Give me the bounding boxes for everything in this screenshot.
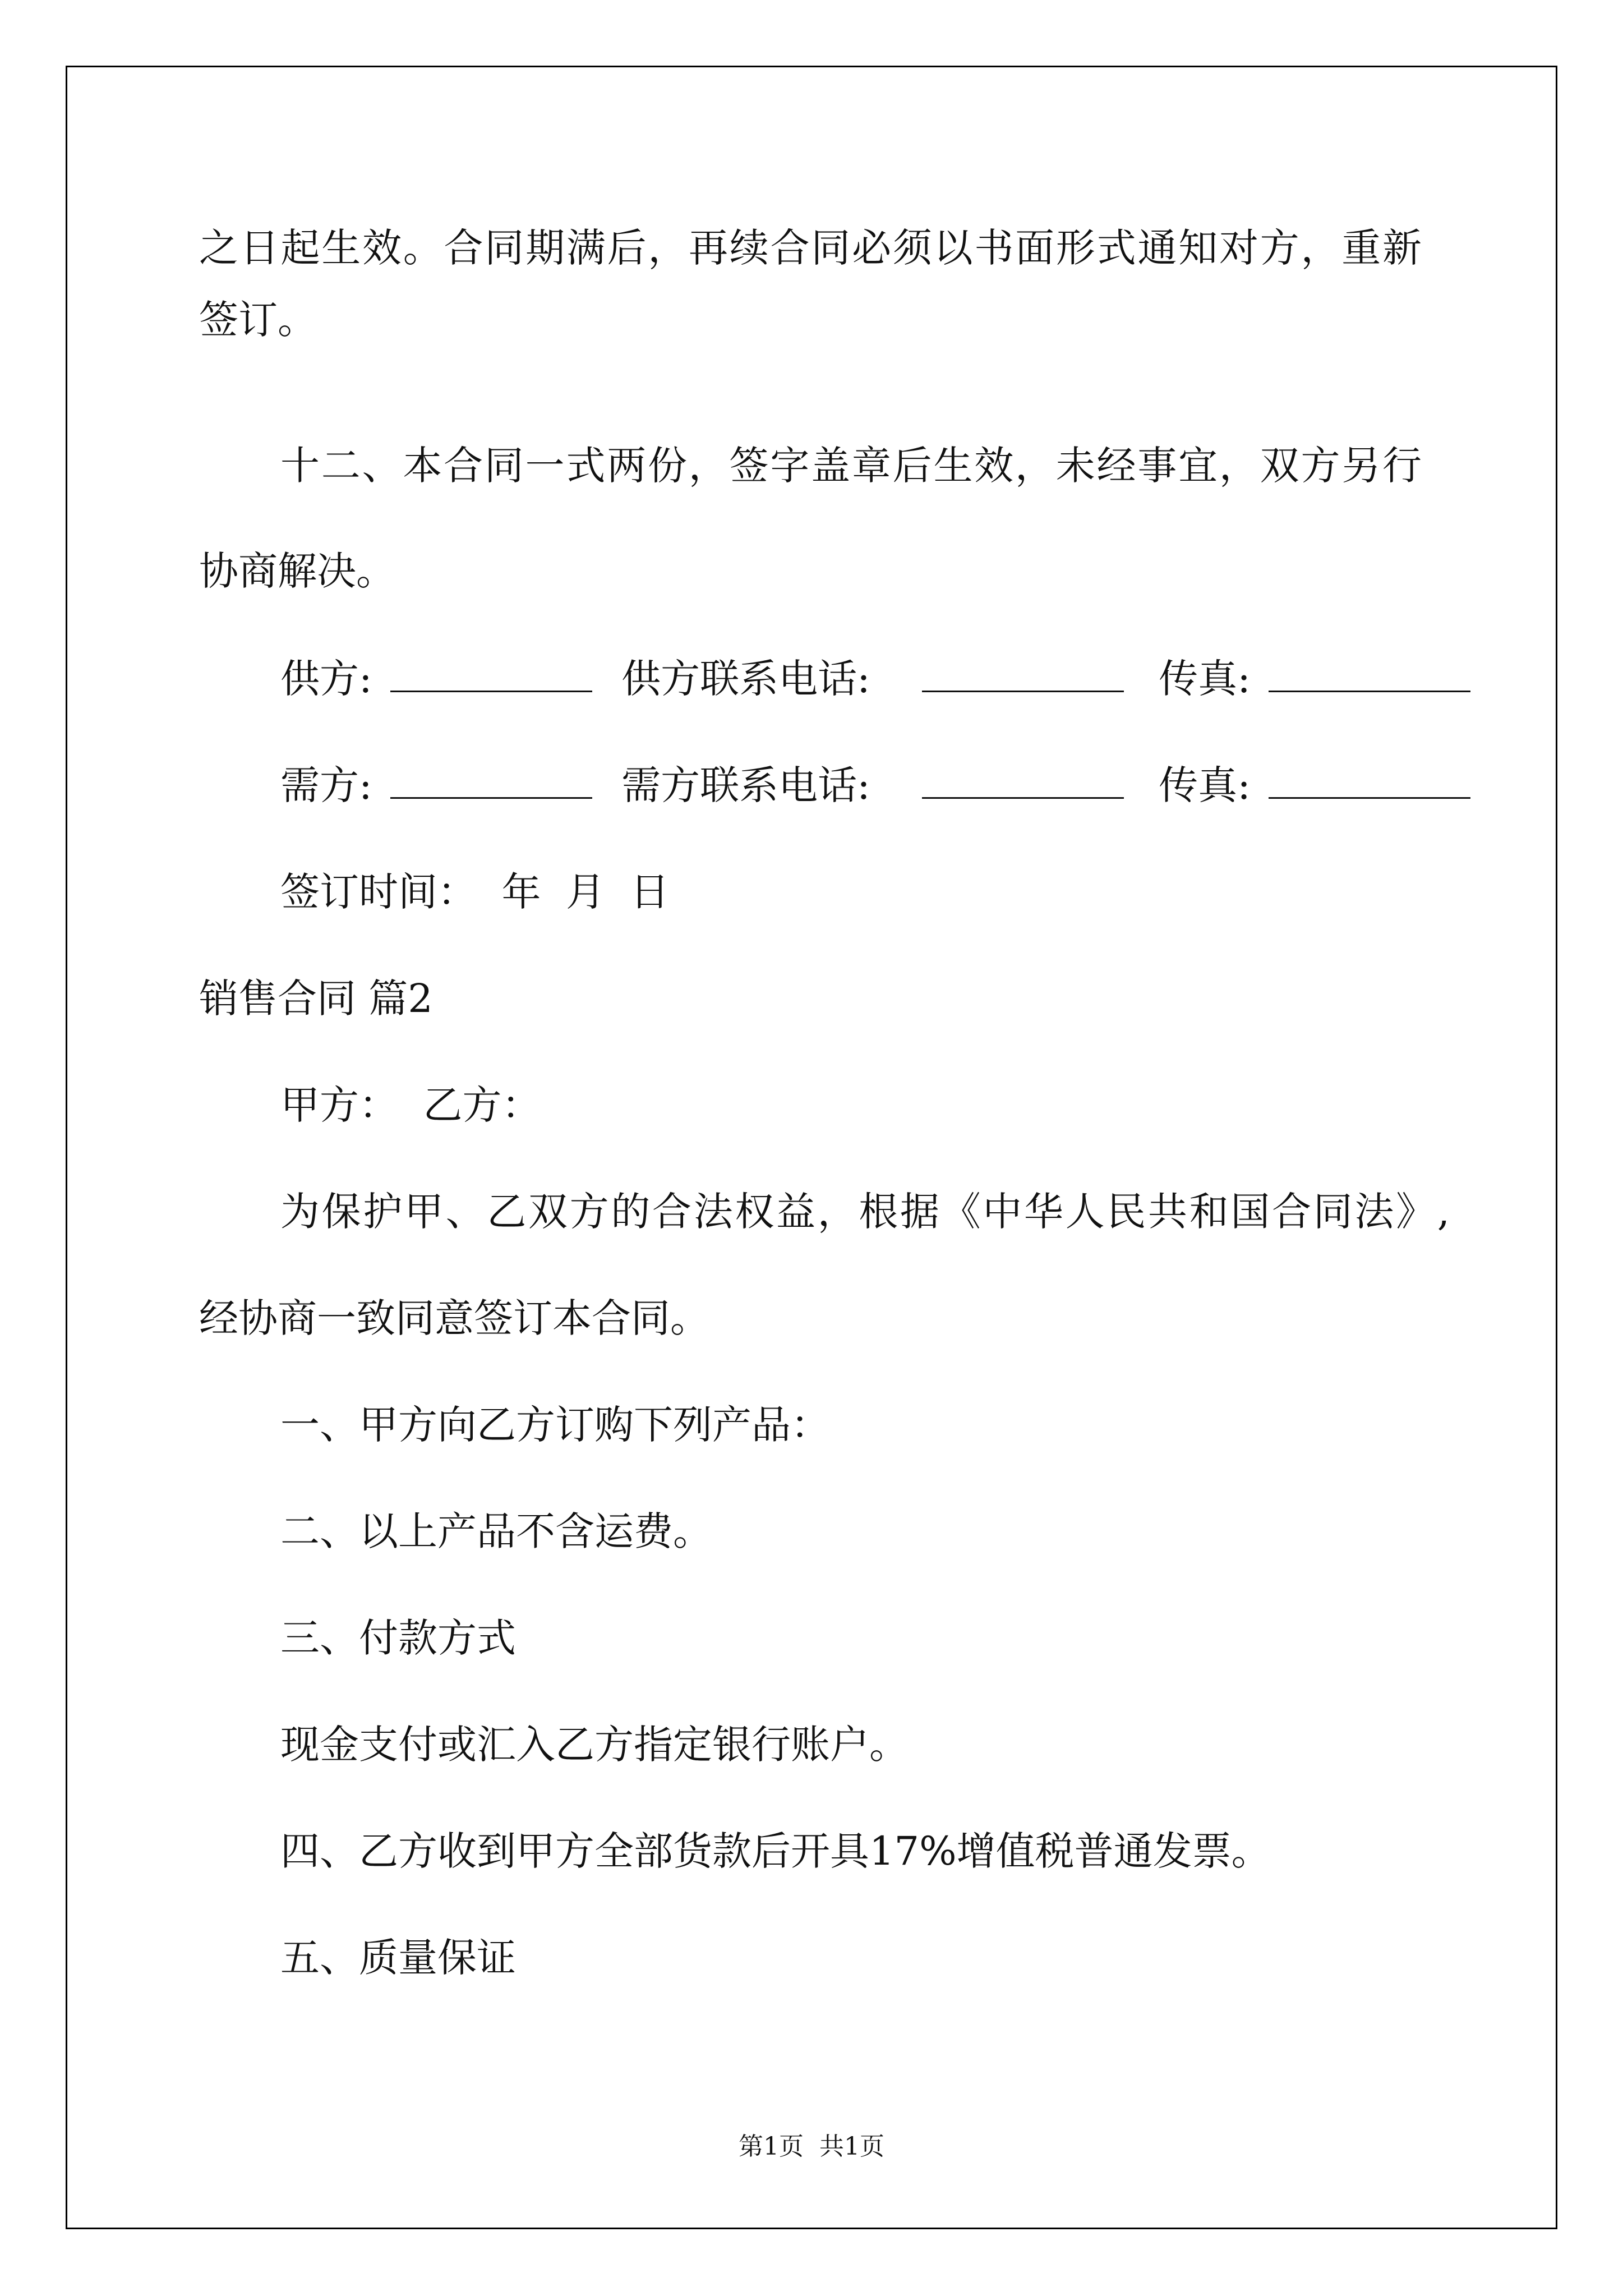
buyer-blank[interactable] (390, 762, 592, 799)
sign-date-line: 签订时间： 年 月 日 (280, 869, 670, 915)
clause-5-heading: 五、质量保证 (280, 1935, 516, 1981)
buyer-phone-label: 需方联系电话: (621, 762, 870, 808)
buyer-row (280, 760, 1470, 811)
paragraph-line: 签订。 (199, 297, 317, 343)
page-border (66, 66, 1557, 2229)
buyer-phone-blank[interactable] (922, 762, 1124, 799)
buyer-fax-label: 传真: (1159, 762, 1251, 808)
parties-line: 甲方： 乙方： (280, 1082, 541, 1128)
supplier-blank[interactable] (390, 656, 592, 692)
supplier-phone-blank[interactable] (922, 656, 1124, 692)
supplier-fax-blank[interactable] (1269, 656, 1470, 692)
supplier-label: 供方: (280, 656, 372, 702)
supplier-fax-label: 传真: (1159, 656, 1251, 702)
buyer-fax-blank[interactable] (1269, 762, 1470, 799)
clause-3-heading: 三、付款方式 (280, 1615, 516, 1661)
clause-4-line: 四、乙方收到甲方全部货款后开具17%增值税普通发票。 (280, 1828, 1271, 1874)
clause-2-line: 二、以上产品不含运费。 (280, 1508, 712, 1554)
supplier-row (280, 654, 1470, 704)
buyer-label: 需方: (280, 762, 372, 808)
supplier-phone-label: 供方联系电话: (621, 656, 870, 702)
paragraph-line: 现金支付或汇入乙方指定银行账户。 (280, 1722, 909, 1768)
clause-1-line: 一、甲方向乙方订购下列产品： (280, 1402, 830, 1448)
paragraph-line: 为保护甲、乙双方的合法权益，根据《中华人民共和国合同法》, (280, 1189, 1450, 1235)
page-footer: 第1页 共1页 (739, 2132, 884, 2161)
clause-12-line: 十二、本合同一式两份，签字盖章后生效，未经事宜，双方另行 (280, 443, 1422, 489)
paragraph-line: 之日起生效。合同期满后，再续合同必须以书面形式通知对方，重新 (199, 225, 1422, 271)
paragraph-line: 协商解决。 (199, 548, 395, 594)
section-title: 销售合同 篇2 (199, 976, 433, 1022)
paragraph-line: 经协商一致同意签订本合同。 (199, 1295, 709, 1341)
